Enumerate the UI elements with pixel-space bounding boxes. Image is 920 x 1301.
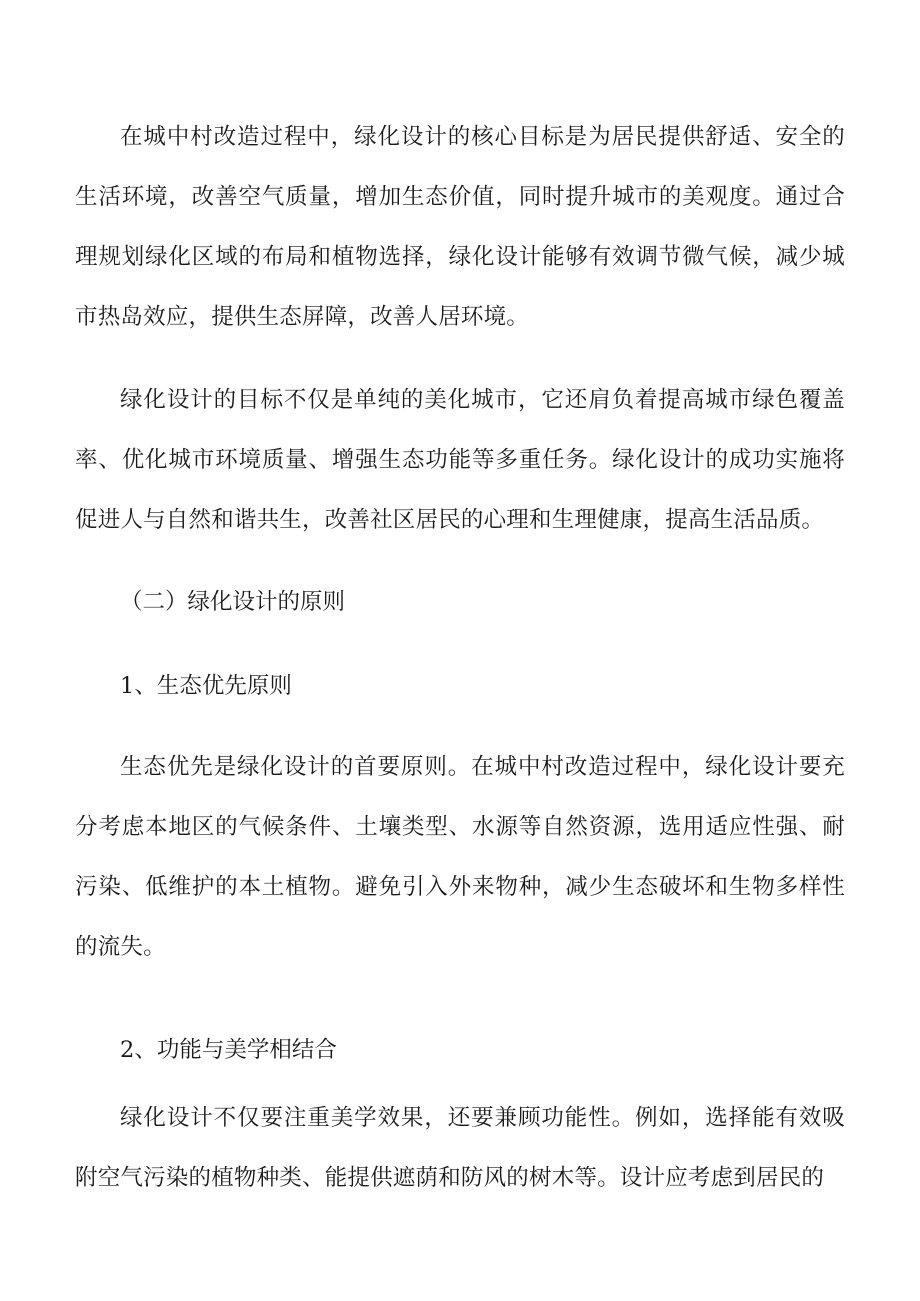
subheading-ecology-first: 1、生态优先原则 — [120, 673, 292, 699]
paragraph-ecology-first: 生态优先是绿化设计的首要原则。在城中村改造过程中，绿化设计要充分考虑本地区的气候条件、土壤类型、水源等自然资源，选用适应性强、耐污染、低维护的本土植物。避免引入外来物种，减少生态破坏和生物多样性的流失。 — [75, 754, 845, 960]
section-heading-principles: （二）绿化设计的原则 — [120, 589, 346, 615]
subheading-function-aesthetics: 2、功能与美学相结合 — [120, 1037, 337, 1063]
paragraph-green-design-goal: 在城中村改造过程中，绿化设计的核心目标是为居民提供舒适、安全的生活环境，改善空气质量，增加生态价值，同时提升城市的美观度。通过合理规划绿化区域的布局和植物选择，绿化设计能够有效调节微气候，减少城市热岛效应，提供生态屏障，改善人居环境。 — [75, 124, 845, 330]
paragraph-green-design-tasks: 绿化设计的目标不仅是单纯的美化城市，它还肩负着提高城市绿色覆盖率、优化城市环境质量、增强生态功能等多重任务。绿化设计的成功实施将促进人与自然和谐共生，改善社区居民的心理和生理健康，提高生活品质。 — [75, 387, 845, 533]
paragraph-function-aesthetics: 绿化设计不仅要注重美学效果，还要兼顾功能性。例如，选择能有效吸附空气污染的植物种类、能提供遮荫和防风的树木等。设计应考虑到居民的 — [75, 1105, 845, 1191]
